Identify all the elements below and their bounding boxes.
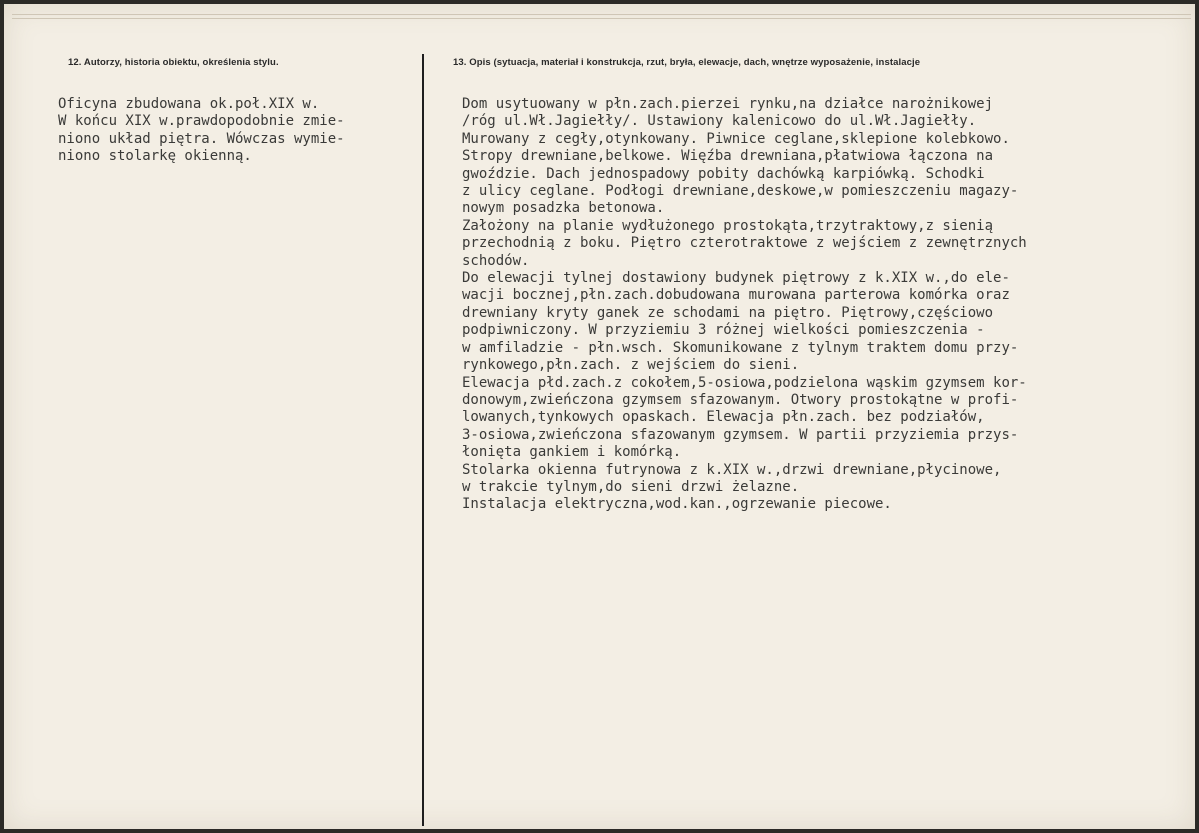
typed-line: schodów. xyxy=(462,252,530,269)
typed-line: Murowany z cegły,otynkowany. Piwnice ceglane,sklepione kolebkowo. xyxy=(462,130,1010,147)
typed-line: Oficyna zbudowana ok.poł.XIX w. xyxy=(58,96,320,112)
typed-line: Dom usytuowany w płn.zach.pierzei rynku,na działce narożnikowej xyxy=(462,96,994,112)
typed-line: Instalacja elektryczna,wod.kan.,ogrzewanie piecowe. xyxy=(462,496,892,513)
typed-line: Do elewacji tylnej dostawiony budynek piętrowy z k.XIX w.,do ele- xyxy=(462,270,1010,287)
typed-line: niono stolarkę okienną. xyxy=(58,148,252,165)
typed-line: przechodnią z boku. Piętro czterotraktowe z wejściem z zewnętrznych xyxy=(462,235,1027,252)
sheet-edge-line xyxy=(12,14,1191,15)
typed-line: łonięta gankiem i komórką. xyxy=(462,444,682,461)
typed-line: z ulicy ceglane. Podłogi drewniane,deskowe,w pomieszczeniu magazy- xyxy=(462,183,1019,200)
typed-line: 3-osiowa,zwieńczona sfazowanym gzymsem. W partii przyziemia przys- xyxy=(462,426,1019,443)
typed-line: rynkowego,płn.zach. z wejściem do sieni. xyxy=(462,357,800,374)
typed-line: w trakcie tylnym,do sieni drzwi żelazne. xyxy=(462,478,800,495)
sheet-edge-line xyxy=(12,18,1191,19)
section-12-text xyxy=(58,96,345,166)
section-13-text xyxy=(462,96,1027,514)
column-divider xyxy=(422,54,424,826)
document-sheet xyxy=(4,4,1195,829)
typed-line: drewniany kryty ganek ze schodami na piętro. Piętrowy,częściowo xyxy=(462,304,994,321)
typed-line: wacji bocznej,płn.zach.dobudowana murowana parterowa komórka oraz xyxy=(462,287,1010,304)
typed-line: Założony na planie wydłużonego prostokąta,trzytraktowy,z sienią xyxy=(462,217,994,234)
typed-line: W końcu XIX w.prawdopodobnie zmie- xyxy=(58,113,345,130)
typed-line: /róg ul.Wł.Jagiełły/. Ustawiony kalenicowo do ul.Wł.Jagiełły. xyxy=(462,113,977,130)
section-13-header: 13. Opis (sytuacja, materiał i konstrukcja, rzut, bryła, elewacje, dach, wnętrze wyposażenie, instalacje xyxy=(453,57,921,68)
section-12-header: 12. Autorzy, historia obiektu, określenia stylu. xyxy=(68,57,279,68)
typed-line: nowym posadzka betonowa. xyxy=(462,200,665,217)
typed-line: w amfiladzie - płn.wsch. Skomunikowane z tylnym traktem domu przy- xyxy=(462,339,1019,356)
typed-line: lowanych,tynkowych opaskach. Elewacja płn.zach. bez podziałów, xyxy=(462,409,985,426)
typed-line: donowym,zwieńczona gzymsem sfazowanym. Otwory prostokątne w profi- xyxy=(462,391,1019,408)
typed-line: Elewacja płd.zach.z cokołem,5-osiowa,podzielona wąskim gzymsem kor- xyxy=(462,374,1027,391)
typed-line: gwoździe. Dach jednospadowy pobity dachówką karpiówką. Schodki xyxy=(462,165,985,182)
typed-line: Stropy drewniane,belkowe. Więźba drewniana,płatwiowa łączona na xyxy=(462,148,994,165)
typed-line: niono układ piętra. Wówczas wymie- xyxy=(58,130,345,147)
typed-line: Stolarka okienna futrynowa z k.XIX w.,drzwi drewniane,płycinowe, xyxy=(462,461,1002,478)
typed-line: podpiwniczony. W przyziemiu 3 różnej wielkości pomieszczenia - xyxy=(462,322,985,339)
